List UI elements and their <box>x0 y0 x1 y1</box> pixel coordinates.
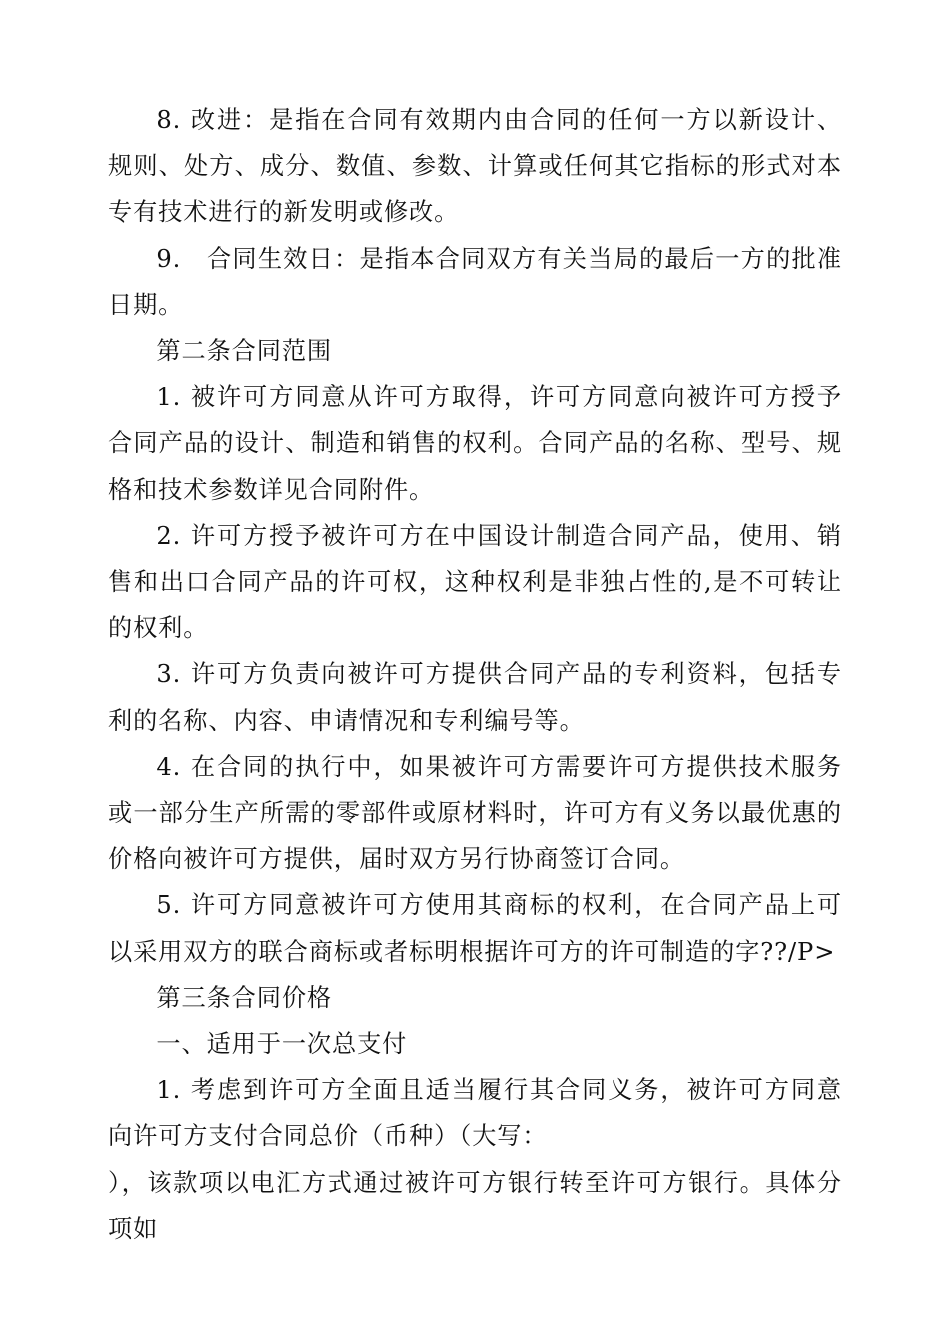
paragraph-improvement-definition: 8. 改进：是指在合同有效期内由合同的任何一方以新设计、规则、处方、成分、数值、参数、计算或任何其它指标的形式对本专有技术进行的新发明或修改。 <box>108 106 842 227</box>
section-heading-contract-price: 第三条合同价格 <box>156 983 333 1012</box>
paragraph-scope-item-4: 4. 在合同的执行中，如果被许可方需要许可方提供技术服务或一部分生产所需的零部件或原材料时，许可方有义务以最优惠的价格向被许可方提供，届时双方另行协商签订合同。 <box>108 752 842 874</box>
paragraph-effective-date-definition: 9. 合同生效日：是指本合同双方有关当局的最后一方的批准日期。 <box>108 244 842 319</box>
paragraph-scope-item-2: 2. 许可方授予被许可方在中国设计制造合同产品，使用、销售和出口合同产品的许可权，这种权利是非独占性的,是不可转让的权利。 <box>108 521 842 643</box>
paragraph-price-continuation: ），该款项以电汇方式通过被许可方银行转至许可方银行。具体分项如 <box>108 1168 842 1243</box>
document-body <box>108 97 842 1252</box>
section-heading-contract-scope: 第二条合同范围 <box>156 337 333 366</box>
paragraph-scope-item-5: 5. 许可方同意被许可方使用其商标的权利，在合同产品上可以采用双方的联合商标或者标明根据许可方的许可制造的字??/P> <box>108 891 842 966</box>
paragraph-scope-item-1: 1. 被许可方同意从许可方取得，许可方同意向被许可方授予合同产品的设计、制造和销售的权利。合同产品的名称、型号、规格和技术参数详见合同附件。 <box>108 383 842 504</box>
paragraph-price-item-1: 1. 考虑到许可方全面且适当履行其合同义务，被许可方同意向许可方支付合同总价（币种）（大写： <box>108 1076 842 1151</box>
paragraph-scope-item-3: 3. 许可方负责向被许可方提供合同产品的专利资料，包括专利的名称、内容、申请情况和专利编号等。 <box>108 660 842 735</box>
subsection-heading-lump-sum: 一、适用于一次总支付 <box>156 1030 408 1059</box>
